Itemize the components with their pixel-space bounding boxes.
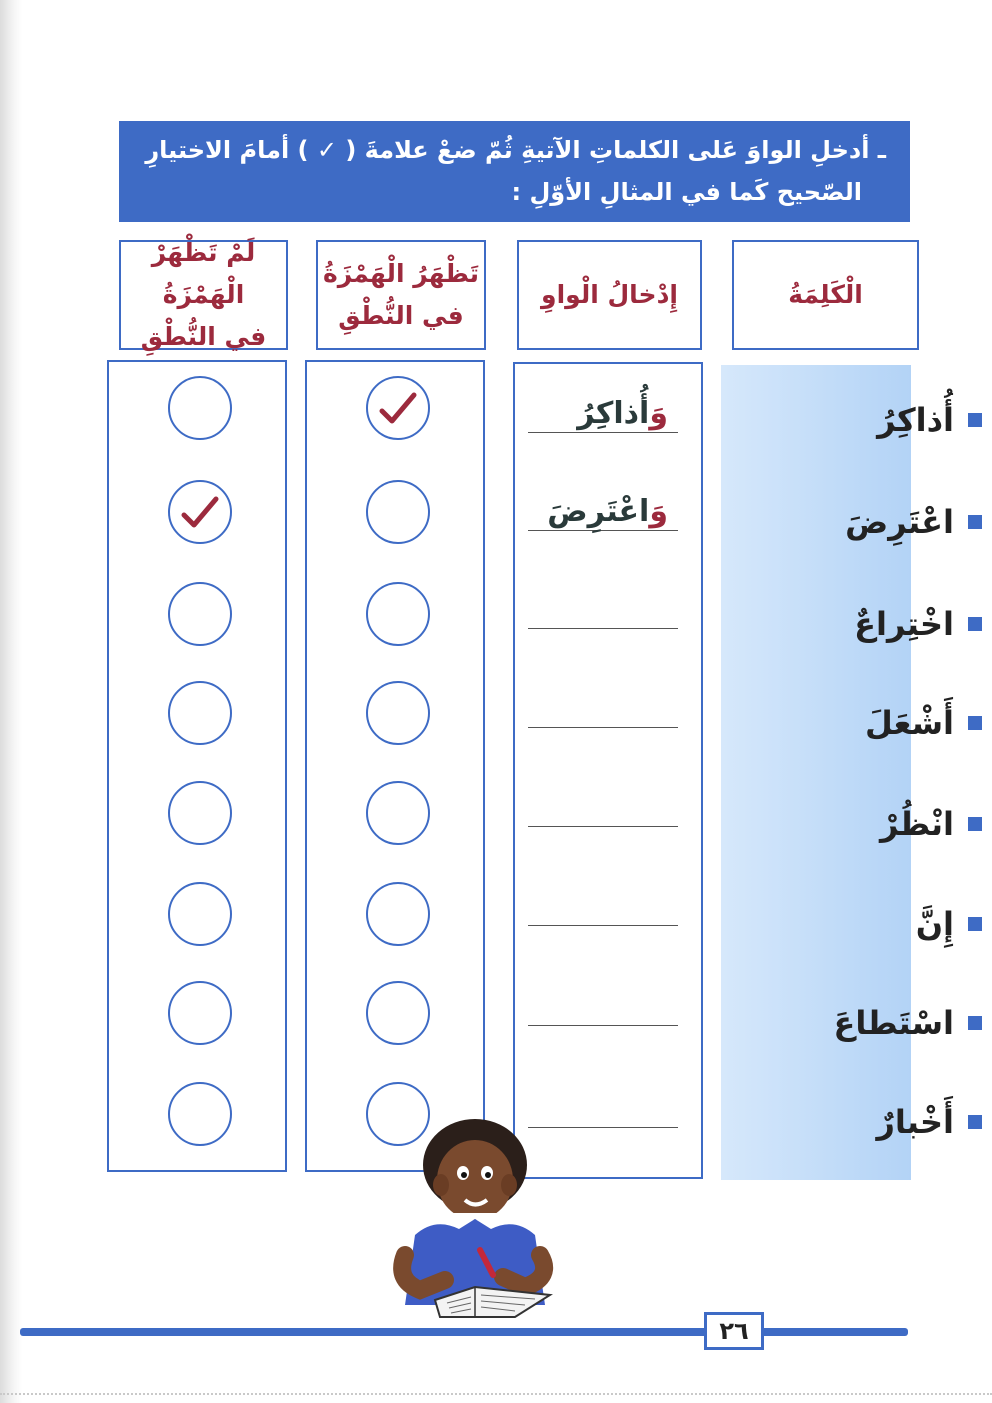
hamza-shows-option[interactable] — [366, 376, 430, 440]
word-item — [812, 993, 982, 1053]
word-text: أُذاكِرُ — [877, 401, 954, 439]
word-text: أَخْبارٌ — [876, 1103, 954, 1141]
hamza-hidden-option[interactable] — [168, 582, 232, 646]
word-item — [812, 1092, 982, 1152]
answer-rest: اعْتَرِضَ — [547, 494, 650, 529]
word-item — [812, 693, 982, 753]
header-word-label: الْكَلِمَةُ — [788, 280, 863, 309]
instruction-line-1: ـ أدخلِ الواوَ عَلى الكلماتِ الآتيةِ ثُمّ ضعْ علامةَ ( ✓ ) أمامَ الاختيارِ — [145, 136, 886, 164]
instruction-line-2: الصّحيح كَما في المثالِ الأوّلِ : — [511, 178, 862, 206]
check-mark-icon — [180, 495, 220, 529]
bullet-square-icon — [968, 817, 982, 831]
answer-line[interactable] — [528, 628, 678, 629]
header-word — [732, 240, 919, 350]
page-number — [704, 1312, 764, 1350]
answer-line[interactable] — [528, 432, 678, 433]
answer-text — [577, 396, 668, 431]
hamza-hidden-option[interactable] — [168, 781, 232, 845]
hamza-shows-option[interactable] — [366, 480, 430, 544]
hamza-shows-option[interactable] — [366, 981, 430, 1045]
hamza-hidden-option[interactable] — [168, 1082, 232, 1146]
bullet-square-icon — [968, 413, 982, 427]
header-insert-waw-label: إِدْخالُ الْواوِ — [541, 280, 678, 309]
hamza-hidden-option[interactable] — [168, 376, 232, 440]
bottom-bar — [20, 1328, 908, 1336]
instruction-banner — [119, 121, 910, 222]
answer-waw: وَ — [649, 396, 668, 431]
bullet-square-icon — [968, 716, 982, 730]
header-hamza-hidden-line1: لَمْ تَظْهَرْ الْهَمْزَةُ — [151, 238, 256, 309]
bullet-square-icon — [968, 917, 982, 931]
hamza-shows-option[interactable] — [366, 781, 430, 845]
bullet-square-icon — [968, 1016, 982, 1030]
answer-text — [547, 494, 668, 529]
word-text: اخْتِراعٌ — [854, 605, 954, 643]
answer-waw: وَ — [649, 494, 668, 529]
word-text: اعْتَرِضَ — [845, 503, 954, 541]
hamza-hidden-option[interactable] — [168, 882, 232, 946]
word-text: انْظُرْ — [879, 805, 954, 843]
page-number-text: ٢٦ — [719, 1317, 749, 1345]
hamza-hidden-option[interactable] — [168, 981, 232, 1045]
word-item — [812, 594, 982, 654]
hamza-hidden-option[interactable] — [168, 480, 232, 544]
answer-line[interactable] — [528, 1025, 678, 1026]
hamza-shows-option[interactable] — [366, 582, 430, 646]
hamza-hidden-option[interactable] — [168, 681, 232, 745]
hamza-shows-option[interactable] — [366, 681, 430, 745]
header-hamza-shows-line1: تَظْهَرُ الْهَمْزَةُ — [322, 259, 480, 288]
word-item — [812, 894, 982, 954]
header-insert-waw — [517, 240, 702, 350]
bottom-dotted-edge — [0, 1393, 992, 1397]
insert-waw-column — [513, 362, 703, 1179]
answer-line[interactable] — [528, 826, 678, 827]
student-writing-illustration — [375, 1105, 575, 1335]
answer-line[interactable] — [528, 925, 678, 926]
answer-line[interactable] — [528, 530, 678, 531]
bullet-square-icon — [968, 617, 982, 631]
header-hamza-hidden-line2: في النُّطْقِ — [140, 322, 267, 351]
answer-rest: أُذاكِرُ — [577, 396, 650, 431]
header-hamza-shows — [316, 240, 486, 350]
word-item — [812, 390, 982, 450]
word-text: أَشْعَلَ — [864, 704, 954, 742]
bullet-square-icon — [968, 1115, 982, 1129]
header-hamza-hidden — [119, 240, 288, 350]
word-text: إِنَّ — [915, 905, 954, 943]
page-edge-shadow — [0, 0, 22, 1403]
word-item — [812, 492, 982, 552]
check-mark-icon — [378, 391, 418, 425]
header-hamza-shows-line2: في النُّطْقِ — [338, 301, 464, 330]
word-item — [812, 794, 982, 854]
answer-line[interactable] — [528, 727, 678, 728]
word-text: اسْتَطاعَ — [833, 1004, 954, 1042]
bullet-square-icon — [968, 515, 982, 529]
hamza-shows-option[interactable] — [366, 882, 430, 946]
word-column — [721, 365, 911, 1180]
